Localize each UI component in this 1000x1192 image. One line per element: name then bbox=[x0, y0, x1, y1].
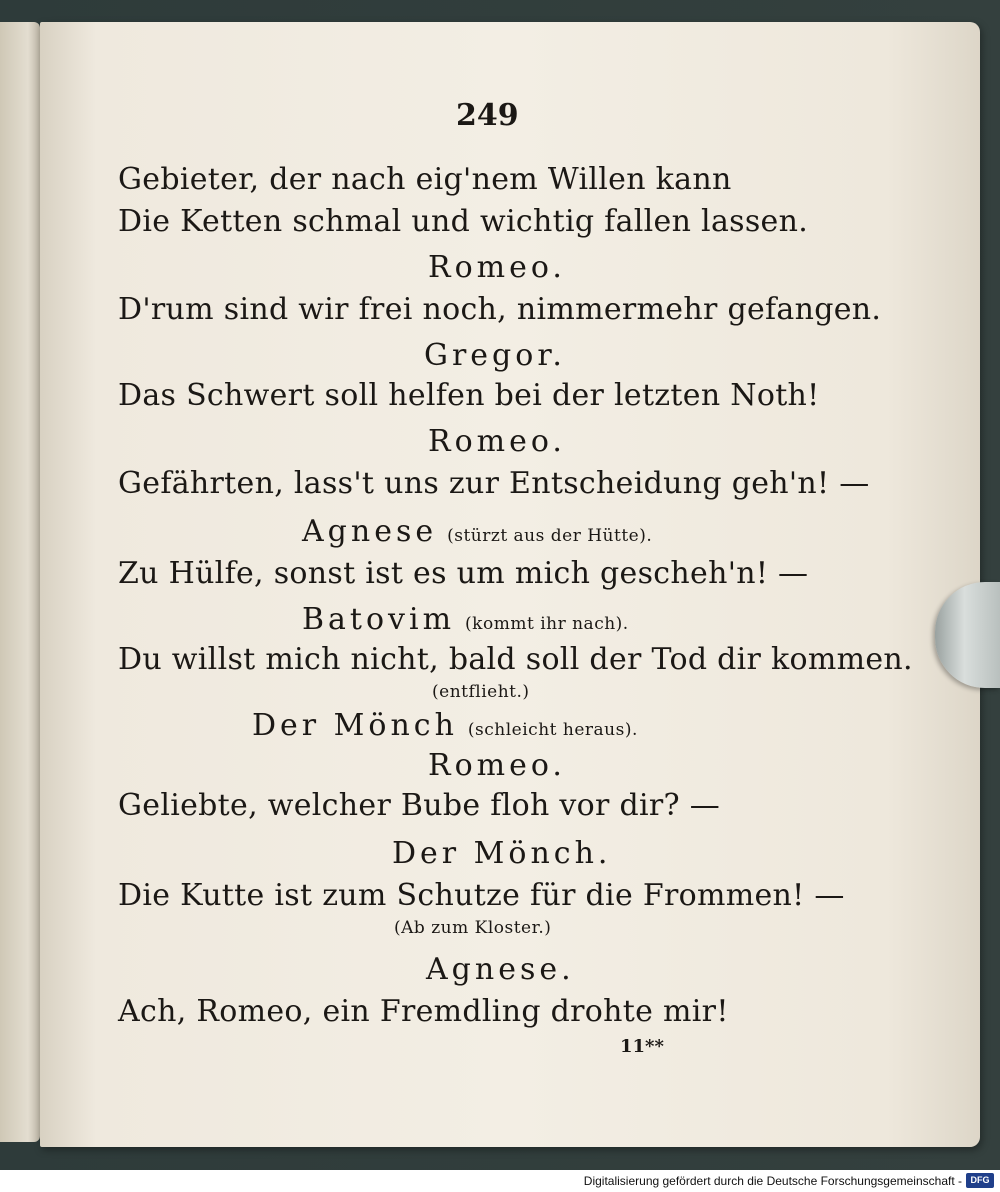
verse-line: Gebieter, der nach eig'nem Willen kann bbox=[118, 162, 732, 197]
signature-mark: 11** bbox=[620, 1036, 664, 1057]
speaker-with-direction bbox=[302, 602, 629, 637]
speaker-with-direction bbox=[252, 708, 638, 743]
speaker-name: Der Mönch. bbox=[392, 836, 612, 871]
verse-line: Du willst mich nicht, bald soll der Tod dir kommen. bbox=[118, 642, 913, 677]
speaker-name: Batovim bbox=[302, 602, 456, 637]
stage-direction: (schleicht heraus). bbox=[467, 720, 638, 740]
verse-line: Zu Hülfe, sonst ist es um mich gescheh'n! — bbox=[118, 556, 809, 591]
speaker-name: Romeo. bbox=[428, 748, 566, 783]
speaker-name: Der Mönch bbox=[252, 708, 458, 743]
dfg-logo-icon: DFG bbox=[966, 1173, 994, 1188]
stage-direction: (Ab zum Kloster.) bbox=[394, 918, 552, 938]
page-text bbox=[40, 22, 980, 1147]
speaker-name: Agnese. bbox=[426, 952, 575, 987]
speaker-name: Romeo. bbox=[428, 424, 566, 459]
stage-direction: (entflieht.) bbox=[432, 682, 530, 702]
speaker-name: Romeo. bbox=[428, 250, 566, 285]
verse-line: Die Kutte ist zum Schutze für die Frommen! — bbox=[118, 878, 845, 913]
stage-direction: (kommt ihr nach). bbox=[465, 614, 629, 634]
verse-line: Gefährten, lass't uns zur Entscheidung geh'n! — bbox=[118, 466, 870, 501]
speaker-name: Agnese bbox=[302, 514, 438, 549]
verse-line: D'rum sind wir frei noch, nimmermehr gefangen. bbox=[118, 292, 882, 327]
funding-credit: Digitalisierung gefördert durch die Deutsche Forschungsgemeinschaft - bbox=[583, 1174, 962, 1188]
book-page bbox=[40, 22, 980, 1147]
page-number: 249 bbox=[456, 98, 519, 133]
verse-line: Ach, Romeo, ein Fremdling drohte mir! bbox=[118, 994, 729, 1029]
footer-bar bbox=[0, 1170, 1000, 1192]
verse-line: Die Ketten schmal und wichtig fallen lassen. bbox=[118, 204, 809, 239]
verse-line: Geliebte, welcher Bube floh vor dir? — bbox=[118, 788, 721, 823]
verse-line: Das Schwert soll helfen bei der letzten Noth! bbox=[118, 378, 820, 413]
speaker-name: Gregor. bbox=[424, 338, 566, 373]
speaker-with-direction bbox=[302, 514, 652, 549]
stage-direction: (stürzt aus der Hütte). bbox=[447, 526, 653, 546]
facing-page-edge bbox=[0, 22, 40, 1142]
